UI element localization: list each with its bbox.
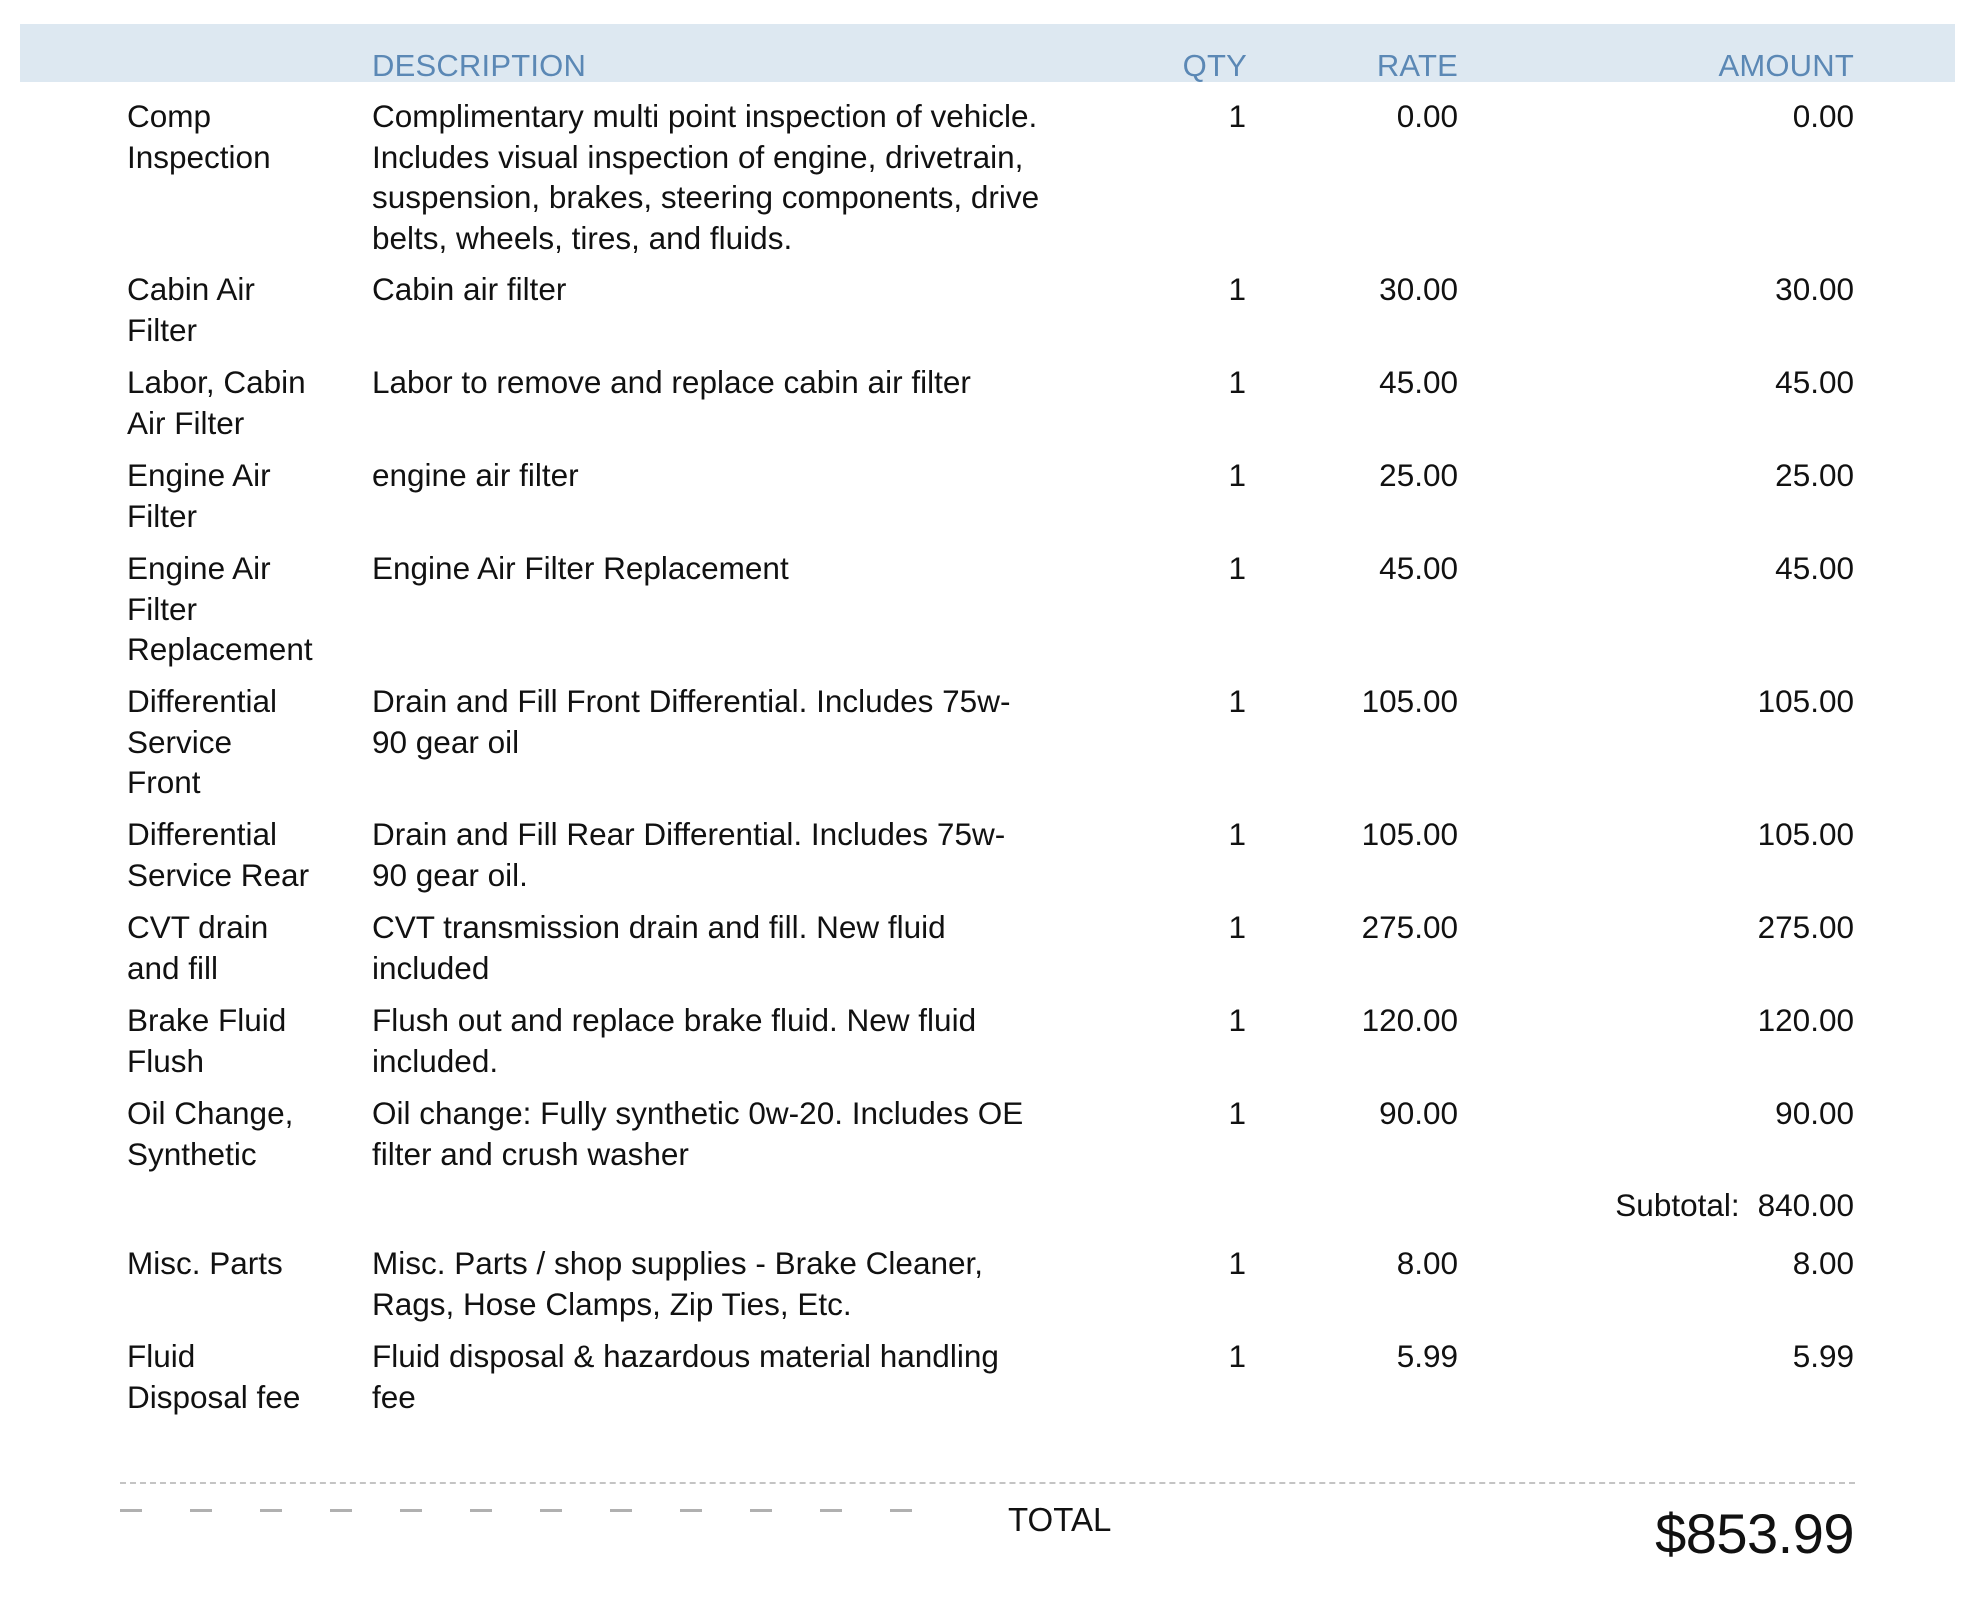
item-amount: 120.00 [1757, 1002, 1854, 1038]
total-amount: $853.99 [1655, 1502, 1854, 1565]
item-description: Engine Air Filter Replacement [372, 550, 789, 586]
header-qty: QTY [1182, 48, 1247, 83]
item-name: Misc. Parts [127, 1245, 283, 1281]
item-qty: 1 [1228, 909, 1246, 945]
item-name: Fluid Disposal fee [127, 1338, 301, 1415]
item-rate: 25.00 [1379, 457, 1458, 493]
item-name: Comp Inspection [127, 98, 271, 175]
item-amount: 45.00 [1775, 364, 1854, 400]
item-rate: 5.99 [1396, 1338, 1458, 1374]
item-rate: 275.00 [1361, 909, 1458, 945]
item-amount: 5.99 [1792, 1338, 1854, 1374]
item-description: engine air filter [372, 457, 579, 493]
item-qty: 1 [1228, 550, 1246, 586]
item-amount: 275.00 [1757, 909, 1854, 945]
subtotal-value: 840.00 [1757, 1187, 1854, 1223]
clipped-text-fragment [120, 1509, 940, 1512]
item-name: Cabin Air Filter [127, 271, 255, 348]
item-rate: 105.00 [1361, 683, 1458, 719]
total-divider [120, 1482, 1855, 1484]
item-rate: 120.00 [1361, 1002, 1458, 1038]
total-label: TOTAL [1008, 1501, 1112, 1538]
item-qty: 1 [1228, 1002, 1246, 1038]
item-qty: 1 [1228, 271, 1246, 307]
item-rate: 45.00 [1379, 364, 1458, 400]
item-name: Differential Service Rear [127, 816, 310, 893]
item-amount: 90.00 [1775, 1095, 1854, 1131]
item-description: Drain and Fill Front Differential. Includes 75w- 90 gear oil [372, 683, 1011, 760]
item-name: Engine Air Filter [127, 457, 271, 534]
table-header-bar [20, 24, 1955, 82]
item-qty: 1 [1228, 1095, 1246, 1131]
item-name: Engine Air Filter Replacement [127, 550, 313, 667]
item-qty: 1 [1228, 457, 1246, 493]
item-description: Flush out and replace brake fluid. New fluid included. [372, 1002, 977, 1079]
item-name: CVT drain and fill [127, 909, 269, 986]
item-amount: 30.00 [1775, 271, 1854, 307]
item-name: Oil Change, Synthetic [127, 1095, 294, 1172]
subtotal [1615, 1185, 1854, 1226]
item-description: Fluid disposal & hazardous material handling fee [372, 1338, 999, 1415]
item-rate: 90.00 [1379, 1095, 1458, 1131]
item-description: Drain and Fill Rear Differential. Includes 75w- 90 gear oil. [372, 816, 1006, 893]
item-qty: 1 [1228, 1245, 1246, 1281]
item-qty: 1 [1228, 1338, 1246, 1374]
item-name: Differential Service Front [127, 683, 277, 800]
item-name: Brake Fluid Flush [127, 1002, 287, 1079]
item-description: Oil change: Fully synthetic 0w-20. Includes OE filter and crush washer [372, 1095, 1024, 1172]
item-qty: 1 [1228, 816, 1246, 852]
item-rate: 105.00 [1361, 816, 1458, 852]
header-rate: RATE [1376, 48, 1458, 83]
clipped-footer-text [120, 1508, 940, 1520]
item-amount: 8.00 [1792, 1245, 1854, 1281]
item-rate: 0.00 [1396, 98, 1458, 134]
item-qty: 1 [1228, 683, 1246, 719]
item-name: Labor, Cabin Air Filter [127, 364, 306, 441]
item-amount: 45.00 [1775, 550, 1854, 586]
item-rate: 8.00 [1396, 1245, 1458, 1281]
subtotal-label: Subtotal: [1615, 1187, 1740, 1223]
item-description: CVT transmission drain and fill. New fluid included [372, 909, 946, 986]
item-rate: 30.00 [1379, 271, 1458, 307]
item-qty: 1 [1228, 98, 1246, 134]
item-description: Misc. Parts / shop supplies - Brake Cleaner, Rags, Hose Clamps, Zip Ties, Etc. [372, 1245, 984, 1322]
item-amount: 25.00 [1775, 457, 1854, 493]
item-description: Complimentary multi point inspection of vehicle. Includes visual inspection of engine, drivetrain, suspension, brakes, steering components, drive belts, wheels, tires, and fluids. [372, 98, 1040, 256]
item-amount: 105.00 [1757, 683, 1854, 719]
item-qty: 1 [1228, 364, 1246, 400]
header-amount: AMOUNT [1718, 48, 1854, 83]
header-description: DESCRIPTION [372, 48, 587, 83]
item-description: Cabin air filter [372, 271, 567, 307]
item-rate: 45.00 [1379, 550, 1458, 586]
item-amount: 0.00 [1792, 98, 1854, 134]
item-description: Labor to remove and replace cabin air filter [372, 364, 971, 400]
item-amount: 105.00 [1757, 816, 1854, 852]
